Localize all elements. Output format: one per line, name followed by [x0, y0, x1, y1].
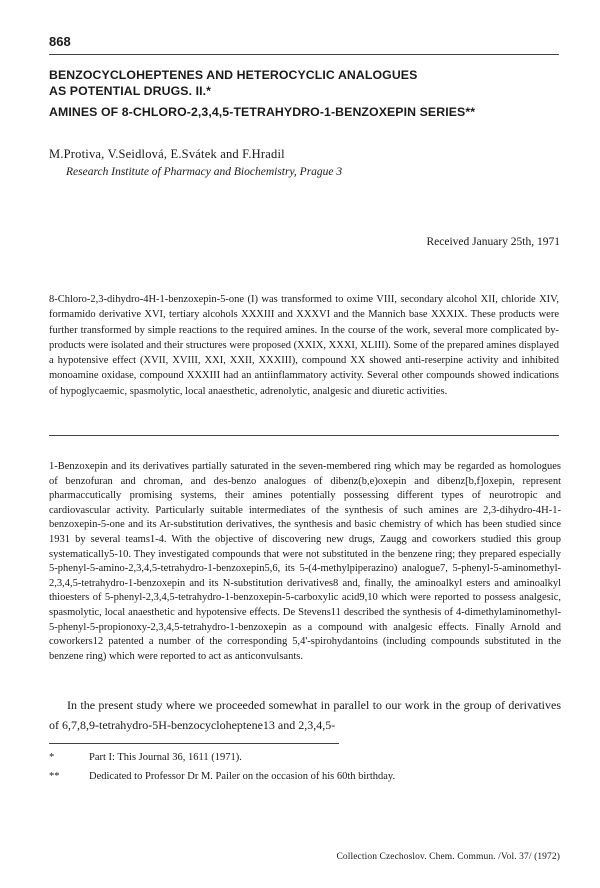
footnote-2-mark: ** [49, 771, 60, 782]
footnote-2 [49, 771, 395, 782]
abstract-rule [49, 435, 559, 436]
footnote-1-mark: * [49, 752, 55, 763]
title-line-3: AMINES OF 8-CHLORO-2,3,4,5-TETRAHYDRO-1-BENZOXEPIN SERIES** [49, 105, 476, 119]
title-line-1: BENZOCYCLOHEPTENES AND HETEROCYCLIC ANALOGUES [49, 68, 418, 82]
body-paragraph-1: 1-Benzoxepin and its derivatives partially saturated in the seven-membered ring which may be regarded as homologues of benzofuran and chroman, and des-benzo analogues of dibenz(b,e)oxepin and dibenz[b,f]oxepin, represent pharmaccutically promising systems, their amines potentially possessing different types of neurotropic and cardiovascular activity. Particularly suitable intermediates of the synthesis of such amines are 2,3-dihydro-4H-1-benzoxepin-5-one and its Ar-substitution derivatives, the synthesis and basic chemistry of which has been studied since 1931 by several teams1-4. With the objective of discovering new drugs, Zaugg and coworkers studied this group systematically5-10. They investigated compounds that were not substituted in the benzene ring; they prepared especially 5-phenyl-5-amino-2,3,4,5-tetrahydro-1-benzoxepin5,6, its 5-(4-methylpiperazino) analogue7, 5-phenyl-5-aminomethyl-2,3,4,5-tetrahydro-1-benzoxepin and its N-substitution derivatives8 and, finally, the aminoalkyl esters and aminoalkyl thioesters of 5-phenyl-2,3,4,5-tetrahydro-1-benzoxepin-5-carboxylic acid9,10 which were reported to possess analgesic, spasmolytic, local anaesthetic and hypotensive effects. De Stevens11 described the synthesis of 4-dimethylaminomethyl-5-phenyl-5-propionoxy-2,3,4,5-tetrahydro-1-benzoxepin as a compound with analgesic effects. Finally Arnold and coworkers12 patented a number of the corresponding 5,4'-spirohydantoins (including compounds substituted in the benzene ring) which were reported to act as anticonvulsants. [49, 461, 561, 662]
body-paragraph-2: In the present study where we proceeded somewhat in parallel to our work in the group of derivatives of 6,7,8,9-tetrahydro-5H-benzocycloheptene13 and 2,3,4,5- [49, 698, 561, 732]
footnote-rule [49, 743, 339, 744]
received-date: Received January 25th, 1971 [426, 236, 560, 248]
footnote-1 [49, 752, 242, 763]
page-number: 868 [49, 34, 71, 49]
authors: M.Protiva, V.Seidlová, E.Svátek and F.Hradil [49, 147, 285, 161]
title-line-2: AS POTENTIAL DRUGS. II.* [49, 84, 212, 98]
footnote-2-text: Dedicated to Professor Dr M. Pailer on the occasion of his 60th birthday. [89, 771, 396, 782]
journal-citation: Collection Czechoslov. Chem. Commun. /Vol. 37/ (1972) [336, 852, 560, 862]
affiliation: Research Institute of Pharmacy and Biochemistry, Prague 3 [66, 166, 343, 178]
header-rule [49, 54, 559, 55]
abstract: 8-Chloro-2,3-dihydro-4H-1-benzoxepin-5-one (I) was transformed to oxime VIII, secondary alcohol XII, chloride XIV, formamido derivative XVI, tertiary alcohols XXXIII and XXXVI and the Mannich base XXXIX. These products were further transformed by simple reactions to the required amines. In the course of the work, several more complicated by-products were isolated and their structures were proposed (XXIX, XXXI, XLIII). Some of the prepared amines displayed a hypotensive effect (XVII, XVIII, XXI, XXII, XXXIII), compound XX showed anti-reserpine activity and inhibited monoamine oxidase, compound XXXIII had an antiinflammatory activity. Several other compounds showed indications of hypoglycaemic, spasmolytic, local anaesthetic, adrenolytic, analgesic and diuretic activities. [49, 294, 559, 397]
footnote-1-text: Part I: This Journal 36, 1611 (1971). [89, 752, 242, 763]
article-title [49, 67, 569, 120]
